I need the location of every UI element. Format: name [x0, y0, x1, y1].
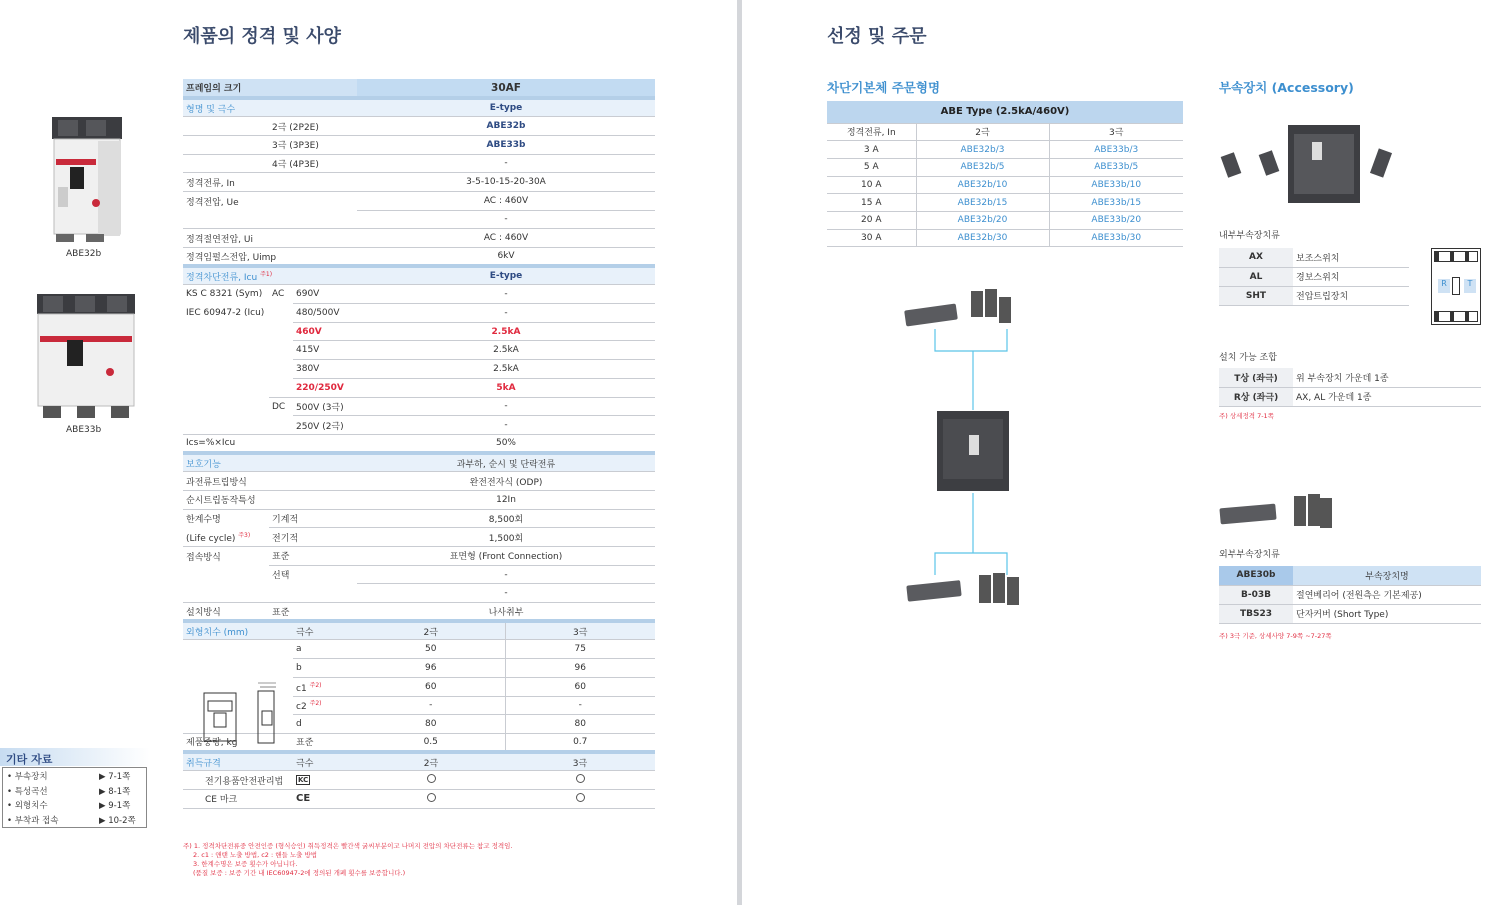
order-subtitle: 차단기본체 주문형명: [827, 80, 941, 95]
abe32b-breaker-image: [50, 117, 125, 242]
right-page-title: 선정 및 주문: [827, 26, 927, 47]
table-row: 15 A ABE32b/15 ABE33b/15: [827, 194, 1183, 212]
internal-table: [1219, 248, 1409, 306]
table-row: B-03B 절연베리어 (전원측은 기본제공): [1219, 585, 1481, 604]
sidebar-item[interactable]: • 부속장치 ▶ 7-1쪽: [7, 772, 131, 782]
internal-title: 내부부속장치류: [1219, 231, 1280, 241]
abe33b-breaker-image: [35, 292, 137, 420]
spec-notes: 주) 1. 정격차단전류중 안전인증 (형식승인) 취득정격은 빨간색 굵씨부분이고 나머지 전압의 차단전류는 참고 정격임. 2. c1 : 앤탠 노출 방법, c2 : 핸들 노출 방법 3. 한계수명은 보증 횟수가 아닙니다. (품질 보증 : 보증 기간 내 IEC60947-2에 정의된 개폐 횟수를 보증합니다.): [183, 842, 513, 877]
product-label: ABE32b: [66, 249, 102, 259]
circle-mark-icon: [427, 774, 436, 783]
sidebar-header: [0, 748, 150, 766]
product-label: ABE33b: [66, 425, 102, 435]
circle-mark-icon: [576, 774, 585, 783]
external-accessory-image: [1218, 490, 1338, 530]
assembly-diagram: [895, 285, 1035, 615]
sidebar-title: 기타 자료: [6, 753, 53, 766]
order-table: ABE Type (2.5kA/460V) 정격전류, In 2극 3극 3 A ABE32b/3 ABE33b/3 5 A ABE32b/5 ABE33b/5 10 A ABE32b/10 ABE33b/10 15 A ABE32b/15 ABE33b/15 20 A ABE32b/20 ABE33b/20 30 A ABE32b/30 ABE33b/30: [827, 101, 1183, 247]
ce-mark-icon: CE: [296, 793, 311, 805]
table-row: R상 (좌극) AX, AL 가운데 1종: [1219, 387, 1481, 406]
sidebar-list: [2, 767, 147, 828]
combo-note: 주) 상세정격 7-1쪽: [1219, 412, 1274, 420]
table-row: TBS23 단자커버 (Short Type): [1219, 604, 1481, 623]
table-row: 30 A ABE32b/30 ABE33b/30: [827, 229, 1183, 247]
table-row: SHT 전압트립장치: [1219, 286, 1409, 305]
table-row: AL 경보스위치: [1219, 267, 1409, 286]
external-title: 외부부속장치류: [1219, 550, 1280, 560]
table-row: 20 A ABE32b/20 ABE33b/20: [827, 211, 1183, 229]
table-row: 10 A ABE32b/10 ABE33b/10: [827, 176, 1183, 194]
circle-mark-icon: [576, 793, 585, 802]
table-row: AX 보조스위치: [1219, 248, 1409, 267]
order-table-title: ABE Type (2.5kA/460V): [827, 101, 1183, 123]
page-divider: [737, 0, 742, 905]
pole-diagram: R T: [1431, 248, 1481, 325]
table-row: 5 A ABE32b/5 ABE33b/5: [827, 158, 1183, 176]
combo-title: 설치 가능 조합: [1219, 353, 1277, 363]
kc-mark-icon: KC: [298, 776, 309, 785]
left-page-title: 제품의 정격 및 사양: [183, 26, 341, 47]
sidebar-item[interactable]: • 외형치수 ▶ 9-1쪽: [7, 801, 131, 811]
table-row: T상 (좌극) 위 부속장치 가운데 1종: [1219, 368, 1481, 387]
external-note: 주) 3극 기준, 상세사양 7-9쪽 ~7-27쪽: [1219, 632, 1332, 640]
dimension-drawing: [200, 675, 280, 747]
accessory-image: [1220, 120, 1400, 205]
frame-row: 프레임의 크기 30AF: [183, 79, 655, 98]
combo-table: [1219, 368, 1481, 407]
circle-mark-icon: [427, 793, 436, 802]
external-table: ABE30b 부속장치명 B-03B 절연베리어 (전원측은 기본제공) TBS23 단자커버 (Short Type): [1219, 566, 1481, 624]
sidebar-item[interactable]: • 특성곡선 ▶ 8-1쪽: [7, 786, 131, 797]
accessory-subtitle: 부속장치 (Accessory): [1219, 80, 1354, 95]
table-row: 3 A ABE32b/3 ABE33b/3: [827, 141, 1183, 159]
spec-table: 프레임의 크기 30AF 형명 및 극수 E-type 2극 (2P2E) ABE32b 3극 (3P3E) ABE33b 4극 (4P3E) - 정격전류, In 3-5-10-15-20-30A 정격전압, Ue AC : 460V - 정격절연전압, Ui AC : 460V 정격임펄스전압, Uimp 6kV 정격차단전류, Icu $^{주1)}$ E-type KS C 8321 (Sym) AC 690V - IEC 60947-2 (Icu) 480/500V - 460V 2.5kA 415V 2.5kA 380V 2.5kA 220/250V 5kA DC 500V (3극) - 250V (2극) - Ics=%×Icu 50% 보호기능 과부하, 순시 및 단락전류 과전류트립방식 완전전자식 (ODP) 순시트립동작특성 12In 한계수명 기계적 8,500회 (Life cycle) $^{주3)}$ 전기적 1,500회 접속방식 표준 표면형 (Front Connection) 선택 - - 설치방식 표준 나사취부 외형치수 (mm) 극수 2극 3극 a 50 75 b 96 96 c1 $^{주2)}$ 60 60 c2 $^{주2)}$ - - d 80 80 제품중량, kg 표준 0.5 0.7 취득규격 극수 2극 3극 전기용품안전관리법 KC CE 마크 CE: [183, 79, 655, 809]
sidebar-item[interactable]: • 부착과 접속 ▶ 10-2쪽: [7, 815, 136, 826]
